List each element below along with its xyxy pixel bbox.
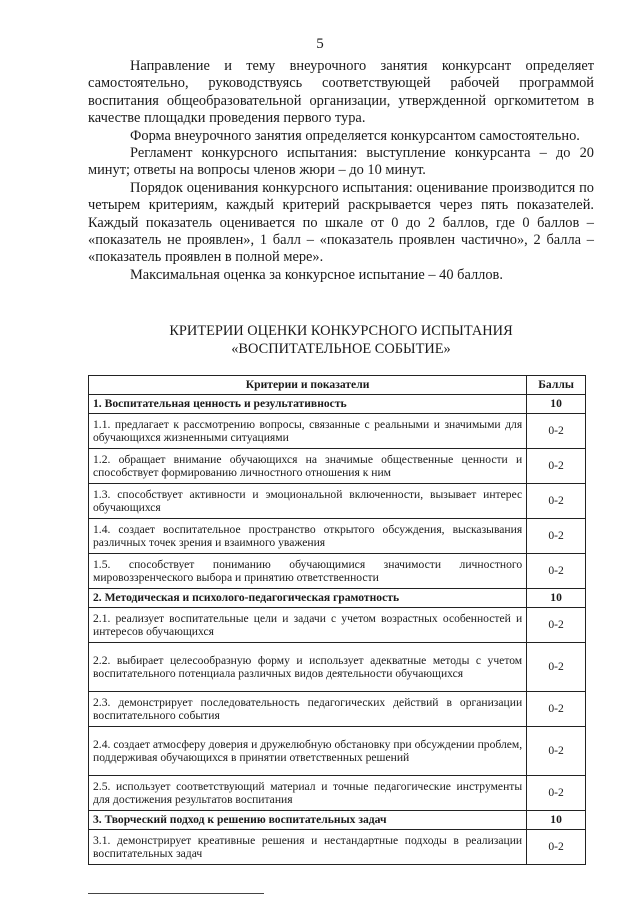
body-text bbox=[88, 58, 594, 284]
criterion-text: 2.2. выбирает целесообразную форму и использует адекватные методы с учетом воспитательного потенциала различных видов деятельности обучающихся bbox=[89, 643, 527, 692]
criteria-table-body bbox=[89, 395, 586, 865]
criterion-text: 1.3. способствует активности и эмоциональной включенности, вызывает интерес обучающихся bbox=[89, 484, 527, 519]
paragraph-evaluation-order: Порядок оценивания конкурсного испытания: оценивание производится по четырем критериям, каждый критерий раскрывается через пять показателей. Каждый показатель оценивается по шкале от 0 до 2 баллов, где 0 баллов – «показатель не проявлен», 1 балл – «показатель проявлен частично», 2 балла – «показатель проявлен в полной мере». bbox=[88, 179, 594, 266]
criterion-text: 2.1. реализует воспитательные цели и задачи с учетом возрастных особенностей и интересов обучающихся bbox=[89, 608, 527, 643]
table-row bbox=[89, 727, 586, 776]
criterion-text: 1.4. создает воспитательное пространство открытого обсуждения, высказывания различных точек зрения и взаимного уважения bbox=[89, 519, 527, 554]
table-row bbox=[89, 692, 586, 727]
table-row bbox=[89, 519, 586, 554]
table-row bbox=[89, 414, 586, 449]
criteria-heading-line2: «ВОСПИТАТЕЛЬНОЕ СОБЫТИЕ» bbox=[231, 341, 451, 357]
table-row bbox=[89, 449, 586, 484]
criterion-points: 0-2 bbox=[527, 449, 586, 484]
section-points: 10 bbox=[527, 811, 586, 830]
table-section-row bbox=[89, 589, 586, 608]
table-row bbox=[89, 830, 586, 865]
section-points: 10 bbox=[527, 395, 586, 414]
section-title: 2. Методическая и психолого-педагогическая грамотность bbox=[89, 589, 527, 608]
criteria-heading bbox=[88, 322, 594, 358]
paragraph-form: Форма внеурочного занятия определяется конкурсантом самостоятельно. bbox=[130, 127, 580, 144]
paragraph-schedule: Регламент конкурсного испытания: выступление конкурсанта – до 20 минут; ответы на вопросы членов жюри – до 10 минут. bbox=[88, 145, 594, 179]
page-number: 5 bbox=[316, 36, 324, 52]
criterion-text: 2.5. использует соответствующий материал и точные педагогические инструменты для достижения результатов воспитания bbox=[89, 776, 527, 811]
footer-rule bbox=[88, 893, 264, 894]
table-row bbox=[89, 554, 586, 589]
criterion-points: 0-2 bbox=[527, 830, 586, 865]
criterion-points: 0-2 bbox=[527, 519, 586, 554]
criterion-text: 1.5. способствует пониманию обучающимися значимости личностного мировоззренческого выбора и принятию ответственности bbox=[89, 554, 527, 589]
table-row bbox=[89, 643, 586, 692]
header-points: Баллы bbox=[527, 376, 586, 395]
criterion-text: 2.4. создает атмосферу доверия и дружелюбную обстановку при обсуждении проблем, поддерживая обучающихся в принятии ответственных решений bbox=[89, 727, 527, 776]
table-row bbox=[89, 484, 586, 519]
criterion-text: 1.2. обращает внимание обучающихся на значимые общественные ценности и способствует формированию личностного отношения к ним bbox=[89, 449, 527, 484]
criteria-heading-line1: КРИТЕРИИ ОЦЕНКИ КОНКУРСНОГО ИСПЫТАНИЯ bbox=[169, 323, 513, 339]
criteria-table bbox=[88, 375, 586, 865]
criterion-text: 3.1. демонстрирует креативные решения и нестандартные подходы в реализации воспитательных задач bbox=[89, 830, 527, 865]
table-header-row bbox=[89, 376, 586, 395]
criterion-points: 0-2 bbox=[527, 692, 586, 727]
paragraph-topic: Направление и тему внеурочного занятия конкурсант определяет самостоятельно, руководствуясь соответствующей рабочей программой воспитания общеобразовательной организации, утвержденной оргкомитетом в качестве площадки проведения первого тура. bbox=[88, 58, 594, 127]
criterion-points: 0-2 bbox=[527, 414, 586, 449]
table-row bbox=[89, 776, 586, 811]
section-title: 3. Творческий подход к решению воспитательных задач bbox=[89, 811, 527, 830]
section-title: 1. Воспитательная ценность и результативность bbox=[89, 395, 527, 414]
criterion-points: 0-2 bbox=[527, 776, 586, 811]
criterion-points: 0-2 bbox=[527, 643, 586, 692]
criterion-points: 0-2 bbox=[527, 484, 586, 519]
paragraph-max-score: Максимальная оценка за конкурсное испытание – 40 баллов. bbox=[130, 266, 503, 283]
section-points: 10 bbox=[527, 589, 586, 608]
header-criteria: Критерии и показатели bbox=[89, 376, 527, 395]
criterion-text: 1.1. предлагает к рассмотрению вопросы, связанные с реальными и значимыми для обучающихся жизненными ситуациями bbox=[89, 414, 527, 449]
criterion-text: 2.3. демонстрирует последовательность педагогических действий в организации воспитательного события bbox=[89, 692, 527, 727]
table-section-row bbox=[89, 811, 586, 830]
criterion-points: 0-2 bbox=[527, 554, 586, 589]
criterion-points: 0-2 bbox=[527, 727, 586, 776]
table-section-row bbox=[89, 395, 586, 414]
criterion-points: 0-2 bbox=[527, 608, 586, 643]
table-row bbox=[89, 608, 586, 643]
